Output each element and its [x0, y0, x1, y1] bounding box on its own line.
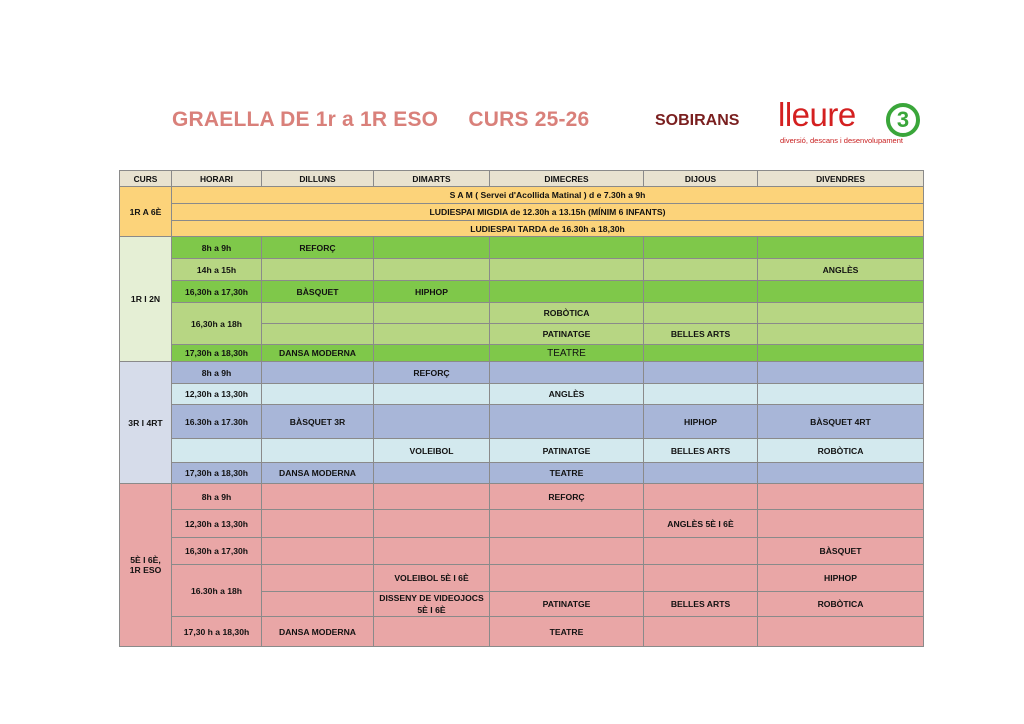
activity-cell: BÀSQUET 3R [262, 405, 374, 439]
activity-cell [374, 617, 490, 647]
activity-cell [758, 237, 924, 259]
horari-cell: 16.30h a 18h [172, 565, 262, 617]
header-dimecres: DIMECRES [490, 171, 644, 187]
activity-cell: BÀSQUET 4RT [758, 405, 924, 439]
activity-cell [262, 510, 374, 538]
activity-cell [262, 303, 374, 324]
activity-cell: PATINATGE [490, 439, 644, 463]
activity-cell [262, 259, 374, 281]
activity-cell [262, 592, 374, 617]
horari-cell: 8h a 9h [172, 237, 262, 259]
page-title: GRAELLA DE 1r a 1R ESO CURS 25-26 [172, 108, 590, 131]
activity-cell [644, 384, 758, 405]
activity-cell: HIPHOP [758, 565, 924, 592]
curs-cell: 3R I 4RT [120, 362, 172, 484]
activity-cell: HIPHOP [374, 281, 490, 303]
activity-cell [374, 345, 490, 362]
service-row-migdia: LUDIESPAI MIGDIA de 12.30h a 13.15h (MÍNIM 6 INFANTS) [172, 204, 924, 221]
horari-cell: 12,30h a 13,30h [172, 510, 262, 538]
table-row [120, 484, 924, 510]
table-row [120, 362, 924, 384]
activity-cell [374, 463, 490, 484]
curs-cell: 1R A 6È [120, 187, 172, 237]
activity-cell: PATINATGE [490, 592, 644, 617]
horari-cell: 17,30 h a 18,30h [172, 617, 262, 647]
header-dijous: DIJOUS [644, 171, 758, 187]
activity-cell: TEATRE [490, 463, 644, 484]
header-divendres: DIVENDRES [758, 171, 924, 187]
activity-cell [374, 538, 490, 565]
activity-cell: BELLES ARTS [644, 324, 758, 345]
activity-cell [490, 538, 644, 565]
table-header-row [120, 171, 924, 187]
activity-cell: HIPHOP [644, 405, 758, 439]
lleure-d3-logo [778, 96, 918, 148]
activity-cell [262, 384, 374, 405]
table-row [120, 617, 924, 647]
activity-cell [644, 281, 758, 303]
activity-cell [490, 565, 644, 592]
activity-cell: ROBÒTICA [490, 303, 644, 324]
horari-cell: 8h a 9h [172, 362, 262, 384]
activity-cell [644, 617, 758, 647]
activity-cell: DANSA MODERNA [262, 463, 374, 484]
activity-cell [758, 463, 924, 484]
table-row [120, 345, 924, 362]
activity-cell [490, 237, 644, 259]
logo-badge: 3 [886, 103, 920, 137]
activity-cell [758, 484, 924, 510]
activity-cell: ANGLÈS 5È I 6È [644, 510, 758, 538]
header-dimarts: DIMARTS [374, 171, 490, 187]
table-row [120, 237, 924, 259]
horari-cell [172, 439, 262, 463]
activity-cell: DANSA MODERNA [262, 617, 374, 647]
activity-cell: ROBÒTICA [758, 592, 924, 617]
table-row [120, 303, 924, 324]
activity-cell: TEATRE [490, 617, 644, 647]
activity-cell: REFORÇ [374, 362, 490, 384]
activity-cell [374, 484, 490, 510]
activity-cell [758, 324, 924, 345]
horari-cell: 12,30h a 13,30h [172, 384, 262, 405]
activity-cell [262, 439, 374, 463]
table-row [120, 439, 924, 463]
activity-cell [374, 405, 490, 439]
activity-cell: VOLEIBOL 5È I 6È [374, 565, 490, 592]
activity-cell [758, 510, 924, 538]
activity-cell: BÀSQUET [758, 538, 924, 565]
activity-cell [374, 510, 490, 538]
activity-cell [490, 510, 644, 538]
activity-cell [644, 259, 758, 281]
table-row [120, 384, 924, 405]
location-name: SOBIRANS [655, 112, 740, 129]
activity-cell: DANSA MODERNA [262, 345, 374, 362]
activity-cell [490, 259, 644, 281]
curs-cell: 1R I 2N [120, 237, 172, 362]
horari-cell: 16.30h a 17.30h [172, 405, 262, 439]
activity-cell: ANGLÈS [758, 259, 924, 281]
horari-cell: 16,30h a 17,30h [172, 538, 262, 565]
table-row [120, 510, 924, 538]
activity-cell: ROBÒTICA [758, 439, 924, 463]
table-row [120, 281, 924, 303]
horari-cell: 14h a 15h [172, 259, 262, 281]
activity-cell [374, 384, 490, 405]
activity-cell [644, 538, 758, 565]
curs-cell: 5È I 6È, 1R ESO [120, 484, 172, 647]
service-row-tarda: LUDIESPAI TARDA de 16.30h a 18,30h [172, 221, 924, 237]
table-row [120, 221, 924, 237]
activity-cell [644, 303, 758, 324]
activity-cell [644, 345, 758, 362]
activity-cell [262, 538, 374, 565]
activity-cell [490, 405, 644, 439]
activity-cell: REFORÇ [262, 237, 374, 259]
table-row [120, 538, 924, 565]
table-row [120, 463, 924, 484]
activity-cell [644, 237, 758, 259]
table-row [120, 204, 924, 221]
activity-cell [644, 484, 758, 510]
schedule-table [119, 170, 924, 647]
activity-cell: REFORÇ [490, 484, 644, 510]
activity-cell [758, 281, 924, 303]
activity-cell [644, 565, 758, 592]
horari-cell: 16,30h a 18h [172, 303, 262, 345]
activity-cell [262, 324, 374, 345]
header-horari: HORARI [172, 171, 262, 187]
activity-cell [758, 345, 924, 362]
horari-cell: 17,30h a 18,30h [172, 345, 262, 362]
activity-cell: VOLEIBOL [374, 439, 490, 463]
activity-cell [262, 484, 374, 510]
activity-cell: BÀSQUET [262, 281, 374, 303]
activity-cell [262, 565, 374, 592]
activity-cell [262, 362, 374, 384]
activity-cell: TEATRE [490, 345, 644, 362]
activity-cell [490, 281, 644, 303]
activity-cell [758, 617, 924, 647]
horari-cell: 16,30h a 17,30h [172, 281, 262, 303]
logo-tagline: diversió, descans i desenvolupament [780, 136, 903, 145]
activity-cell: PATINATGE [490, 324, 644, 345]
activity-cell [374, 324, 490, 345]
table-row [120, 259, 924, 281]
table-row [120, 187, 924, 204]
table-row [120, 565, 924, 592]
service-row-sam: S A M ( Servei d'Acollida Matinal ) d e 7.30h a 9h [172, 187, 924, 204]
activity-cell [644, 463, 758, 484]
activity-cell [758, 362, 924, 384]
activity-cell [374, 259, 490, 281]
activity-cell: BELLES ARTS [644, 439, 758, 463]
logo-wordmark: lleure [778, 96, 856, 133]
activity-cell: ANGLÈS [490, 384, 644, 405]
header-curs: CURS [120, 171, 172, 187]
activity-cell [644, 362, 758, 384]
activity-cell [490, 362, 644, 384]
activity-cell [758, 303, 924, 324]
horari-cell: 17,30h a 18,30h [172, 463, 262, 484]
table-row [120, 405, 924, 439]
activity-cell [374, 237, 490, 259]
activity-cell [758, 384, 924, 405]
horari-cell: 8h a 9h [172, 484, 262, 510]
activity-cell [374, 303, 490, 324]
activity-cell: DISSENY DE VIDEOJOCS 5È I 6È [374, 592, 490, 617]
activity-cell: BELLES ARTS [644, 592, 758, 617]
header-dilluns: DILLUNS [262, 171, 374, 187]
